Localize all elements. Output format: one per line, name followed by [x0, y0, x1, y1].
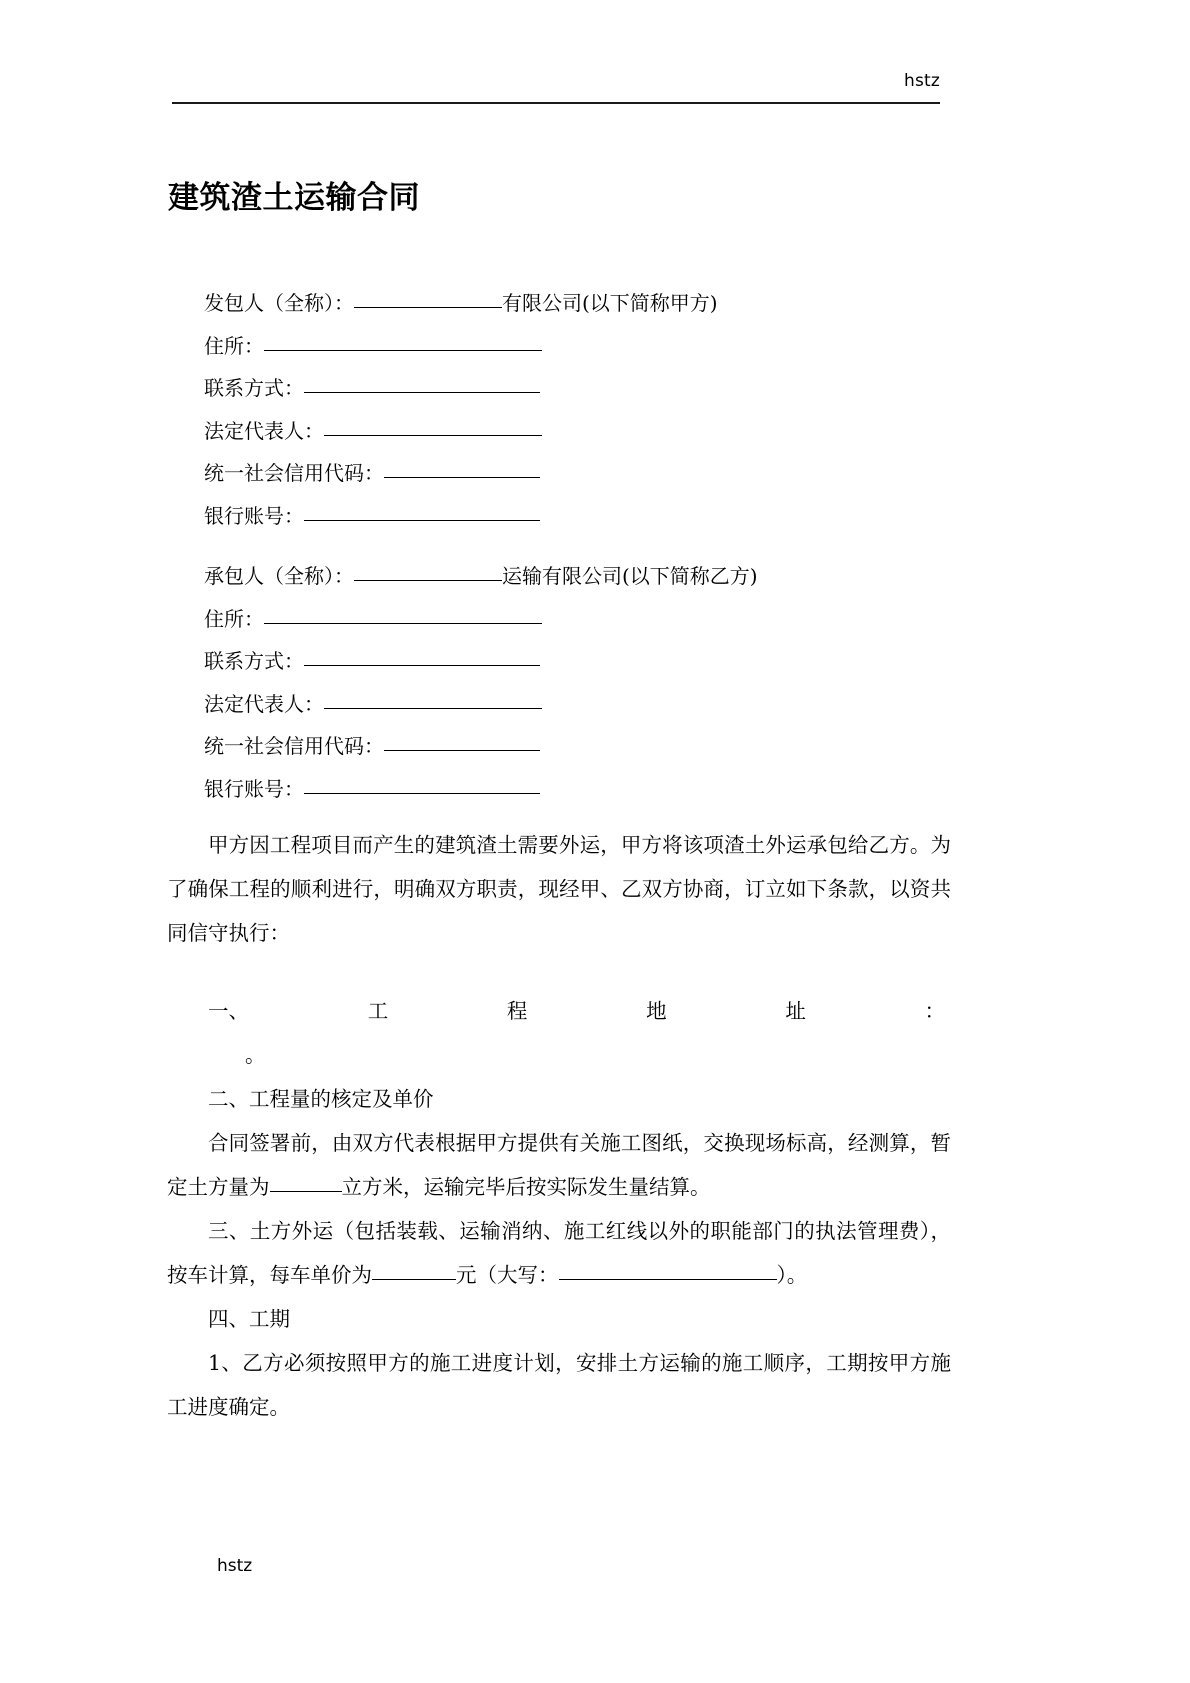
party-b-block: [204, 555, 758, 810]
unit-price-words-blank[interactable]: [559, 1263, 777, 1280]
party-b-credit-code-line: [204, 725, 758, 768]
party-b-contact-label: 联系方式：: [204, 649, 304, 673]
party-a-bank-account-blank[interactable]: [304, 504, 540, 521]
clause-two-body-part1: 合同签署前，由双方代表根据甲方提供有关施工图纸，交换现场标高，经测算，暂定土方量为: [167, 1131, 951, 1199]
party-b-bank-account-line: [204, 768, 758, 811]
header-divider-rule: [172, 102, 940, 104]
party-a-address-blank[interactable]: [264, 334, 542, 351]
party-b-address-blank[interactable]: [264, 607, 542, 624]
header-right-text: hstz: [903, 71, 940, 91]
party-b-name-suffix: 运输有限公司(以下简称乙方): [502, 564, 758, 588]
page-title: 建筑渣土运输合同: [168, 180, 420, 216]
clause-two-body-part2: 立方米，运输完毕后按实际发生量结算。: [341, 1175, 711, 1199]
clause-three-body-part3: ）。: [776, 1263, 808, 1287]
party-a-contact-line: [204, 367, 718, 410]
party-b-bank-account-label: 银行账号：: [204, 776, 304, 801]
party-a-name-label: 发包人（全称）：: [204, 291, 354, 315]
party-a-contact-label: 联系方式：: [204, 376, 304, 400]
party-b-credit-code-blank[interactable]: [384, 734, 540, 751]
party-a-address-line: [204, 325, 718, 368]
clause-two-body: [167, 1121, 951, 1209]
party-b-legal-rep-blank[interactable]: [324, 692, 542, 709]
clause-three-body-part1: 三、土方外运（包括装载、运输消纳、施工红线以外的职能部门的执法管理费），按车计算，每车单价为: [167, 1219, 951, 1287]
party-b-name-label: 承包人（全称）：: [204, 564, 354, 588]
spacer: [388, 989, 507, 1033]
party-b-address-label: 住所：: [204, 606, 264, 631]
party-a-credit-code-blank[interactable]: [384, 461, 540, 478]
party-a-bank-account-label: 银行账号：: [204, 503, 304, 528]
preamble-paragraph: 甲方因工程项目而产生的建筑渣土需要外运，甲方将该项渣土外运承包给乙方。为了确保工程的顺利进行，明确双方职责，现经甲、乙双方协商，订立如下条款，以资共同信守执行：: [167, 833, 951, 945]
clause-one-heading: [167, 989, 951, 1033]
party-b-name-blank[interactable]: [354, 564, 502, 581]
clause-two-heading: 二、工程量的核定及单价: [208, 1087, 434, 1111]
party-b-contact-blank[interactable]: [304, 649, 540, 666]
party-b-credit-code-label: 统一社会信用代码：: [204, 734, 384, 758]
clause-one-word-3: 地: [646, 999, 667, 1023]
clause-one-word-4: 址: [785, 999, 806, 1023]
party-b-legal-rep-line: [204, 683, 758, 726]
clause-one-word-2: 程: [506, 999, 528, 1023]
party-a-credit-code-line: [204, 452, 718, 495]
document-body: [167, 823, 951, 1429]
party-a-bank-account-line: [204, 495, 718, 538]
party-a-legal-rep-blank[interactable]: [324, 419, 542, 436]
unit-price-blank[interactable]: [372, 1263, 456, 1280]
party-a-block: [204, 282, 718, 537]
spacer: [806, 989, 925, 1033]
party-a-contact-blank[interactable]: [304, 376, 540, 393]
clause-three-body: [167, 1209, 951, 1297]
spacer: [249, 989, 368, 1033]
party-a-legal-rep-line: [204, 410, 718, 453]
party-a-name-blank[interactable]: [354, 291, 502, 308]
clause-three-body-part2: 元（大写：: [456, 1263, 559, 1287]
party-b-legal-rep-label: 法定代表人：: [204, 691, 324, 716]
party-b-name-line: [204, 555, 758, 598]
clause-one-number: 一、: [208, 999, 249, 1023]
party-b-contact-line: [204, 640, 758, 683]
spacer: [667, 989, 786, 1033]
clause-one-word-1: 工: [367, 999, 389, 1023]
clause-four-heading: 四、工期: [208, 1307, 290, 1331]
party-b-address-line: [204, 598, 758, 641]
party-a-legal-rep-label: 法定代表人：: [204, 418, 324, 443]
spacer: [527, 989, 646, 1033]
party-a-name-line: [204, 282, 718, 325]
party-b-bank-account-blank[interactable]: [304, 777, 540, 794]
earthwork-volume-blank[interactable]: [270, 1175, 342, 1192]
party-a-address-label: 住所：: [204, 333, 264, 358]
page-footer-text: hstz: [217, 1556, 253, 1576]
clause-four-item-1: 1、乙方必须按照甲方的施工进度计划，安排土方运输的施工顺序，工期按甲方施工进度确定。: [167, 1351, 951, 1419]
party-a-name-suffix: 有限公司(以下简称甲方): [502, 291, 718, 315]
page-header: [172, 70, 940, 110]
party-a-credit-code-label: 统一社会信用代码：: [204, 461, 384, 485]
clause-one-continuation: 。: [245, 1043, 266, 1067]
clause-one-colon: ：: [924, 999, 946, 1023]
